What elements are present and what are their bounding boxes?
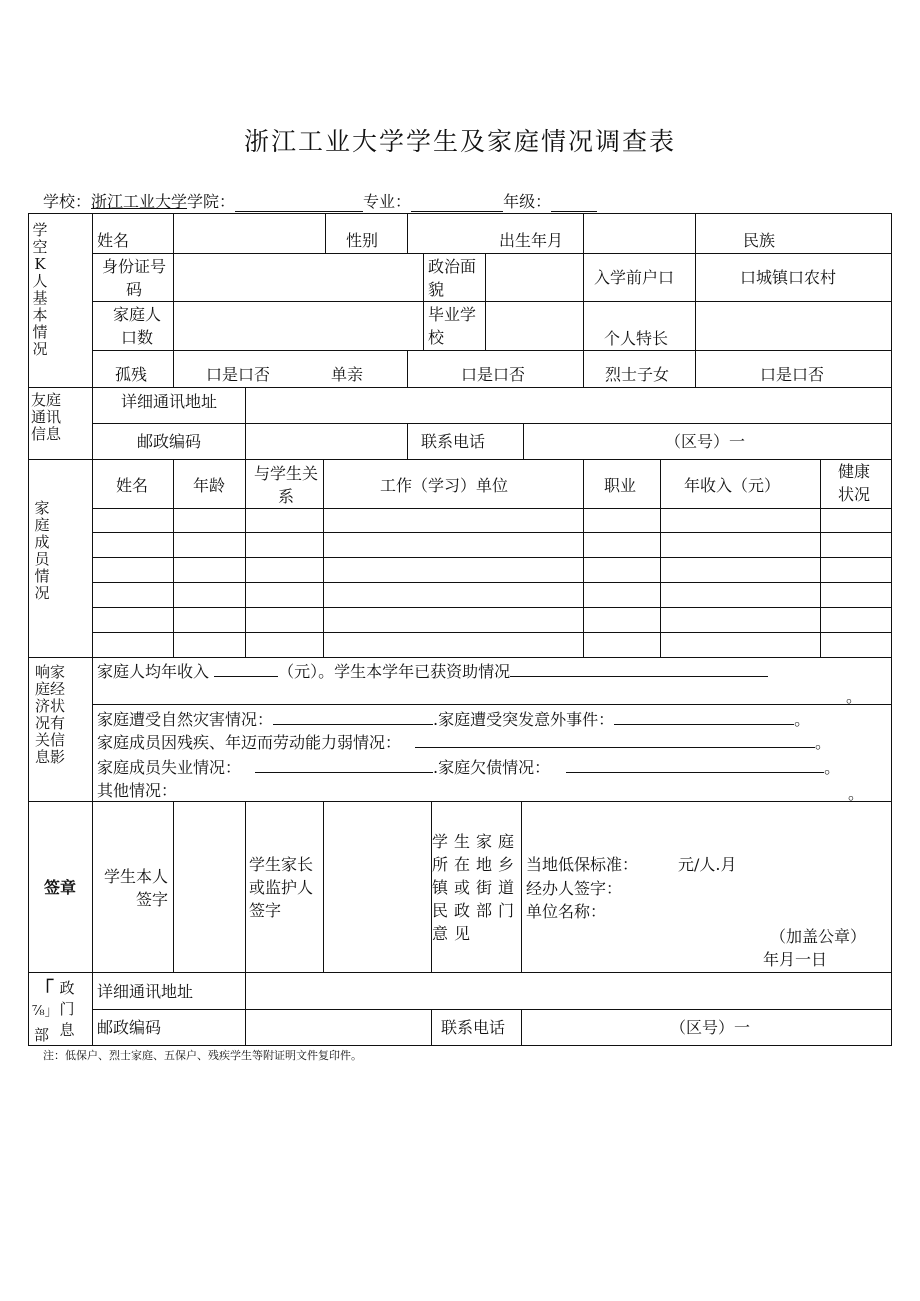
grade-label: 年级：: [503, 192, 552, 211]
economy-disability-label: 家庭成员因残疾、年迈而劳动能力弱情况：: [97, 733, 402, 752]
college-label: 学院：: [187, 192, 236, 211]
college-blank[interactable]: [235, 195, 363, 212]
basic-hukou-options[interactable]: 口城镇口农村: [740, 268, 837, 287]
sign-date-label: 年月一日: [763, 950, 828, 969]
major-label: 专业：: [363, 192, 412, 211]
table-row[interactable]: [93, 533, 891, 557]
section-civil-label-a: 「: [34, 977, 54, 1001]
basic-school-label: 毕业学校: [428, 305, 477, 347]
basic-ethnic-label: 民族: [743, 231, 776, 250]
basic-orphan-label: 孤残: [115, 365, 148, 384]
economy-income-blank[interactable]: [214, 662, 278, 677]
contact-zip-label: 邮政编码: [137, 432, 202, 451]
economy-income-unit: （元）。学生本学年已获资助情况: [278, 662, 511, 681]
sign-civil-label: 学生家庭所在地乡镇或街道民政部门意见: [432, 832, 521, 943]
basic-birth-label: 出生年月: [499, 231, 564, 250]
economy-period-2: 。: [794, 710, 811, 729]
section-contact-label: 友庭通讯信息: [31, 391, 62, 443]
basic-name-label: 姓名: [97, 231, 130, 250]
table-row[interactable]: [93, 558, 891, 582]
contact-phone-label: 联系电话: [421, 432, 486, 451]
economy-disaster-label: 家庭遭受自然灾害情况：: [97, 710, 274, 729]
basic-single-options[interactable]: 口是口否: [461, 365, 526, 384]
economy-income-line: [97, 660, 768, 683]
table-row[interactable]: [93, 583, 891, 607]
economy-disability-blank[interactable]: [415, 733, 815, 748]
table-row[interactable]: [93, 608, 891, 632]
sign-unit-label: 单位名称：: [526, 902, 607, 921]
family-header-income: 年收入（元）: [684, 476, 781, 495]
section-civil-label-d: 政门息: [59, 979, 75, 1039]
page-title: 浙江工业大学学生及家庭情况调查表: [243, 127, 676, 156]
economy-income-label: 家庭人均年收入: [97, 662, 210, 681]
sign-handler-label: 经办人签字：: [526, 879, 623, 898]
economy-period-4: 。: [824, 758, 841, 777]
contact-area-code: （区号）一: [665, 432, 746, 451]
civil-phone-label: 联系电话: [441, 1018, 506, 1037]
section-basic-label: 学空K人基本情况: [32, 221, 48, 358]
header-info: [43, 189, 597, 212]
section-civil-label-b: ⅞」: [32, 1004, 58, 1019]
economy-disaster-line: [97, 708, 810, 731]
sign-seal-label: （加盖公章）: [770, 927, 867, 946]
economy-unemployment-line: [97, 756, 840, 779]
economy-period-1: 。: [846, 687, 863, 706]
basic-id-label: 身份证号码: [101, 257, 166, 299]
sign-student-label: 学生本人签字: [103, 867, 168, 909]
section-sign-label: 签章: [44, 878, 77, 897]
economy-period-5: 。: [848, 784, 865, 803]
family-header-age: 年龄: [193, 476, 226, 495]
sign-standard-label: 当地低保标准：: [526, 855, 639, 874]
basic-specialty-label: 个人特长: [604, 329, 669, 348]
section-economy-label: 响家庭经济状况有关信息影: [34, 663, 65, 766]
basic-family-count-label: 家庭人口数: [112, 305, 161, 347]
family-header-relation: 与学生关系: [253, 464, 318, 506]
economy-other-label: 其他情况：: [97, 781, 178, 800]
economy-aid-blank[interactable]: [510, 662, 768, 677]
economy-unemployment-blank[interactable]: [255, 758, 433, 773]
basic-political-label: 政治面貌: [428, 257, 477, 299]
civil-address-label: 详细通讯地址: [97, 982, 194, 1001]
family-header-job: 职业: [604, 476, 637, 495]
school-label: 学校：: [43, 192, 92, 211]
contact-address-label: 详细通讯地址: [121, 392, 218, 411]
table-row[interactable]: [93, 633, 891, 657]
table-row[interactable]: [93, 509, 891, 532]
section-civil-label-c: 部: [34, 1026, 50, 1044]
basic-martyr-label: 烈士子女: [605, 365, 670, 384]
section-family-label: 家庭成员情况: [34, 499, 50, 602]
economy-accident-blank[interactable]: [614, 710, 794, 725]
civil-zip-label: 邮政编码: [97, 1018, 162, 1037]
economy-disability-line: [97, 731, 831, 754]
basic-martyr-options[interactable]: 口是口否: [760, 365, 825, 384]
basic-orphan-options[interactable]: 口是口否: [206, 365, 271, 384]
basic-gender-label: 性别: [346, 231, 379, 250]
basic-single-label: 单亲: [331, 365, 364, 384]
economy-debt-blank[interactable]: [566, 758, 824, 773]
family-header-unit: 工作（学习）单位: [380, 476, 509, 495]
grade-blank[interactable]: [551, 195, 597, 212]
sign-standard-unit: 元/人.月: [678, 855, 737, 874]
major-blank[interactable]: [411, 195, 503, 212]
economy-accident-label: .家庭遭受突发意外事件：: [433, 710, 615, 729]
family-header-name: 姓名: [116, 476, 149, 495]
economy-period-3: 。: [815, 733, 832, 752]
school-value: 浙江工业大学: [91, 192, 188, 211]
family-header-health: 健康状况: [837, 462, 870, 504]
civil-area-code: （区号）一: [670, 1018, 751, 1037]
economy-unemployment-label: 家庭成员失业情况：: [97, 758, 242, 777]
sign-parent-label: 学生家长或监护人签字: [249, 855, 314, 920]
basic-hukou-label: 入学前户口: [594, 268, 675, 287]
economy-debt-label: .家庭欠债情况：: [433, 758, 551, 777]
economy-disaster-blank[interactable]: [273, 710, 433, 725]
footnote: 注：低保户、烈士家庭、五保户、残疾学生等附证明文件复印件。: [43, 1049, 362, 1062]
